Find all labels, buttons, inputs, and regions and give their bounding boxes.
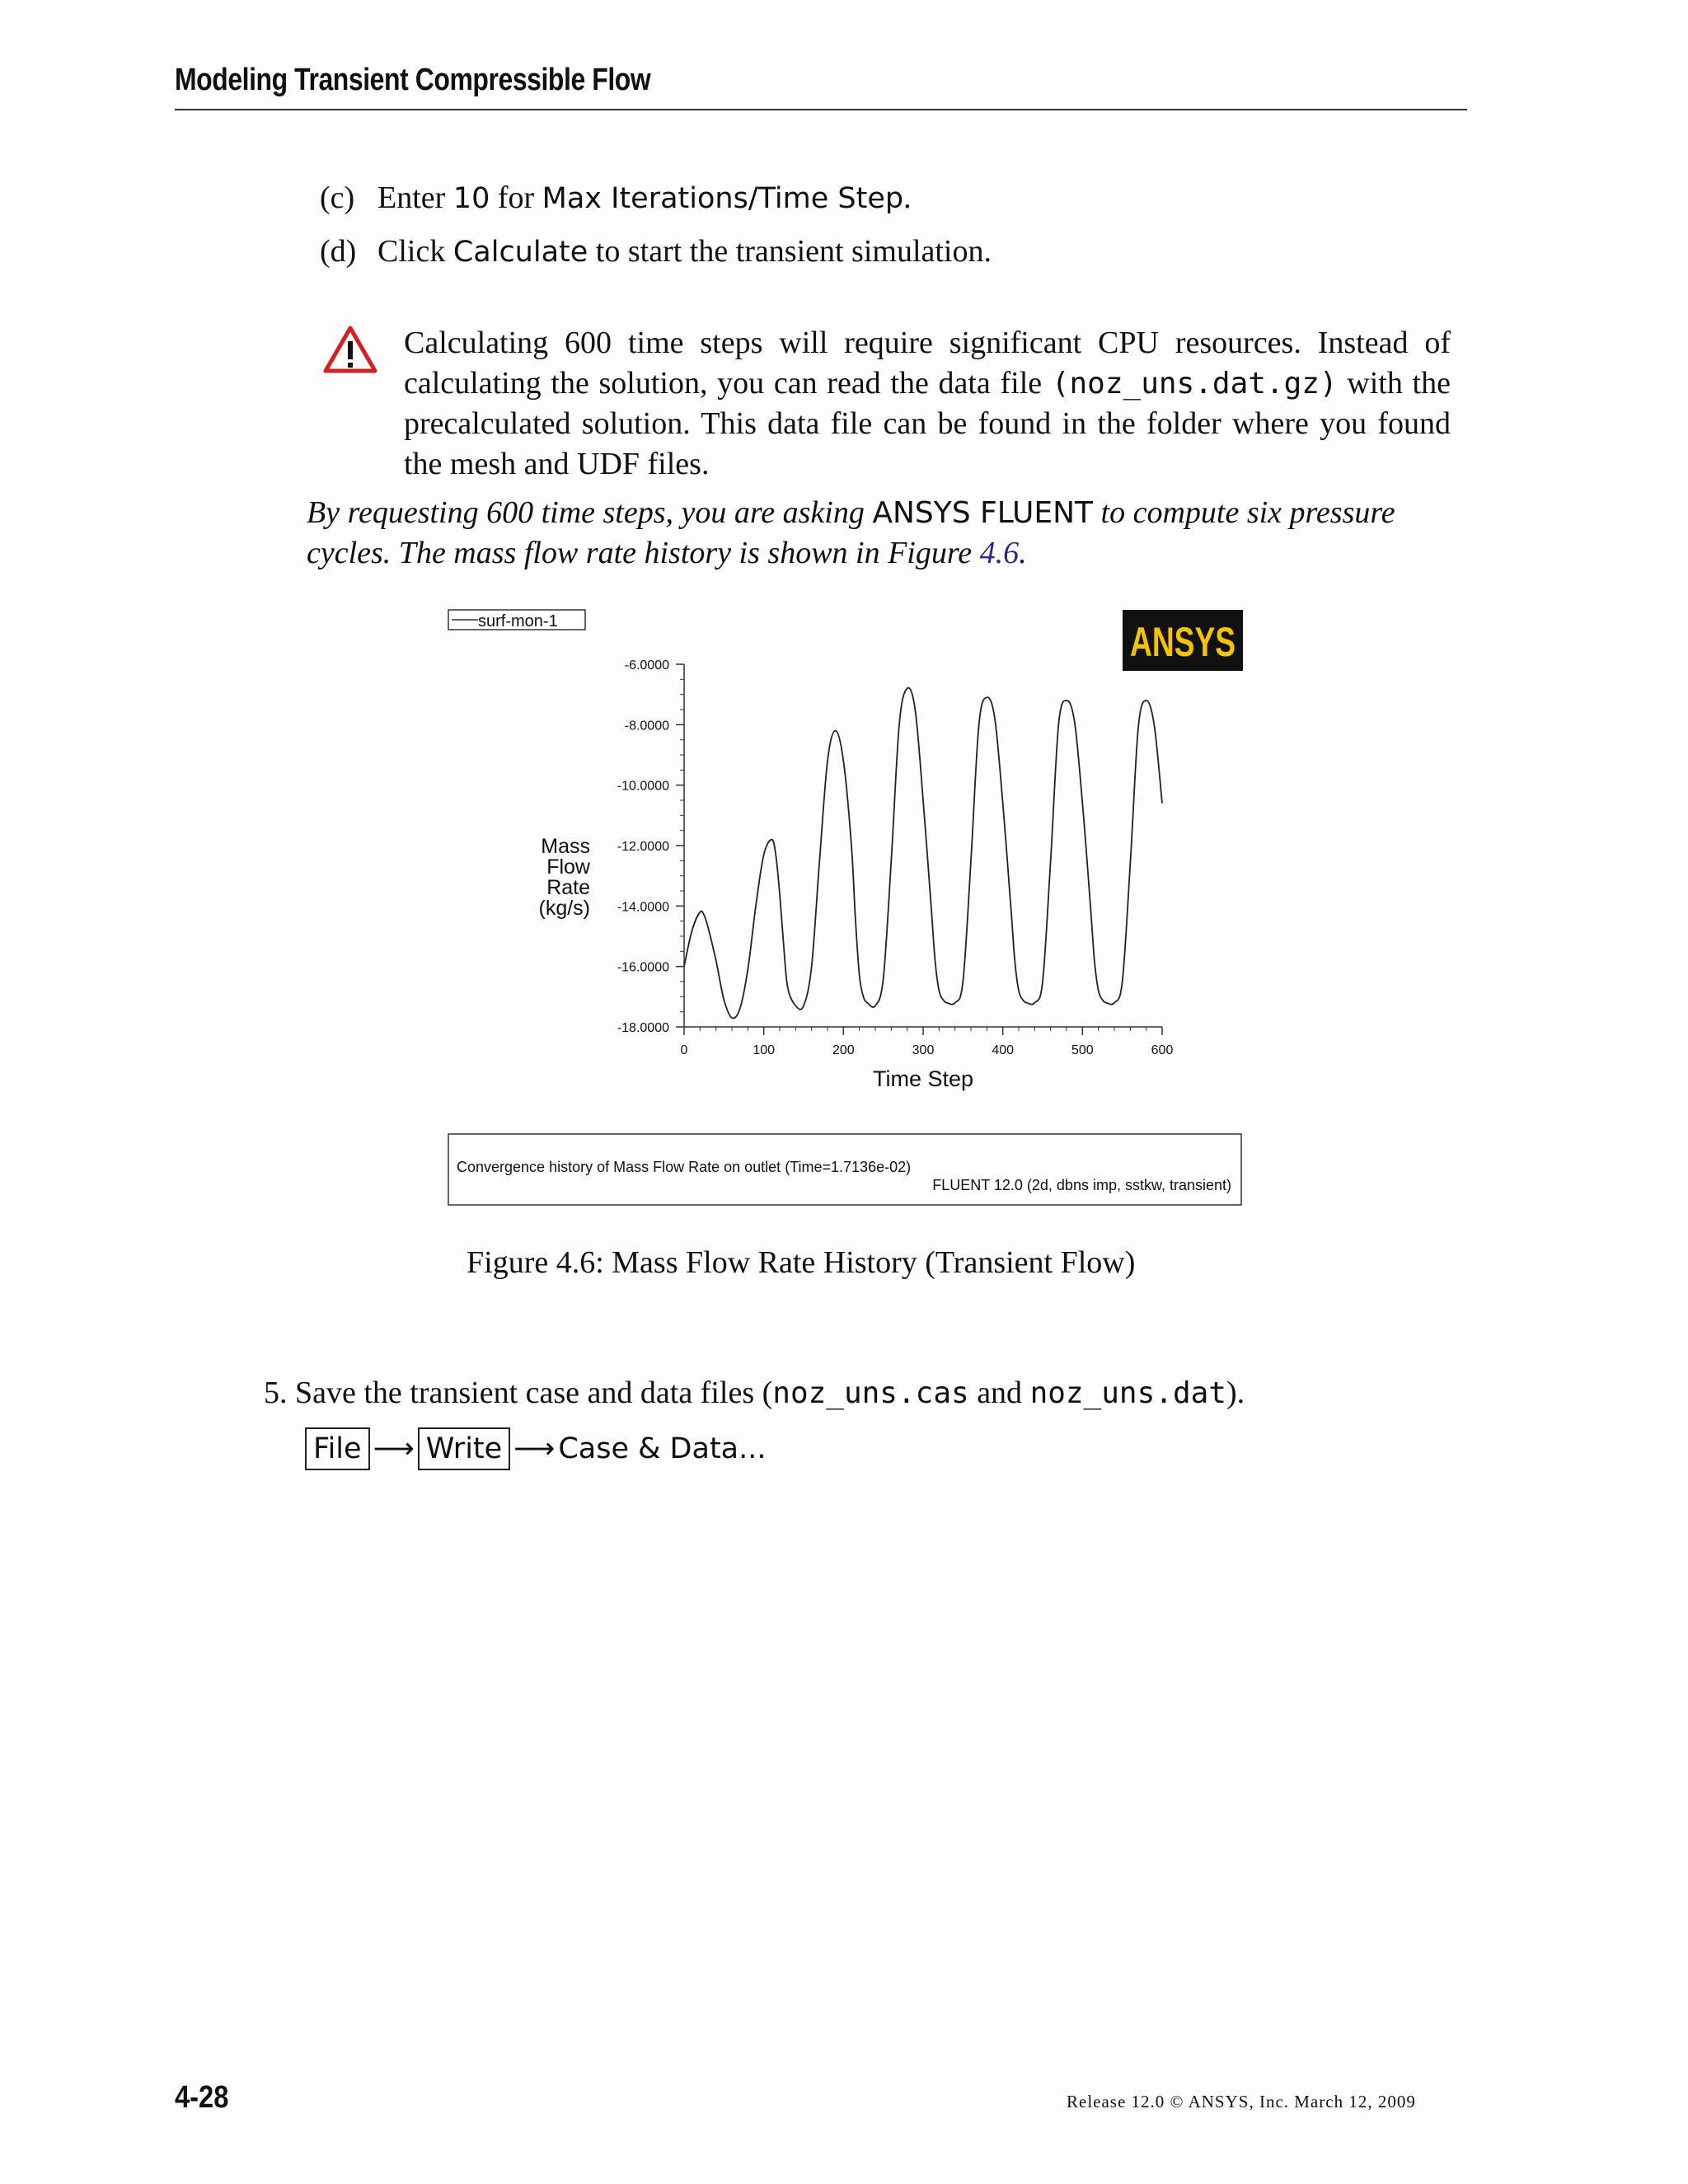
info-box-line-1: Convergence history of Mass Flow Rate on outlet (Time=1.7136e-02) xyxy=(457,1159,912,1175)
warning-text-2: with the precalculated solution. This data file can be found in the folder where you found the mesh and UDF files. xyxy=(404,366,1451,481)
step-c-post: . xyxy=(903,180,912,215)
y-tick-label: -12.0000 xyxy=(617,840,669,854)
y-tick-label: -6.0000 xyxy=(624,658,669,673)
page-number: 4-28 xyxy=(175,2080,229,2115)
logo-text: ANSYS xyxy=(1130,619,1236,665)
y-axis-label-line-3: Rate xyxy=(546,876,590,899)
figure-caption: Figure 4.6: Mass Flow Rate History (Transient Flow) xyxy=(467,1245,1136,1280)
step-c-pre: Enter xyxy=(377,180,453,215)
x-tick-label: 500 xyxy=(1071,1043,1094,1057)
step-5-mid: and xyxy=(968,1376,1030,1410)
step-5 xyxy=(264,1375,1245,1411)
menu-case-and-data[interactable]: Case & Data... xyxy=(558,1432,767,1465)
x-tick-label: 300 xyxy=(912,1043,935,1057)
y-axis-label-line-4: (kg/s) xyxy=(538,897,590,920)
y-axis-label-line-2: Flow xyxy=(546,855,590,879)
legend-label: surf-mon-1 xyxy=(478,612,558,630)
step-d-post: to start the transient simulation. xyxy=(588,234,992,269)
menu-write[interactable]: Write xyxy=(418,1427,510,1470)
release-info: Release 12.0 © ANSYS, Inc. March 12, 2009 xyxy=(1067,2092,1416,2111)
chart-legend xyxy=(448,610,585,630)
step-5-label: 5. xyxy=(264,1376,288,1410)
ansys-logo xyxy=(1123,610,1243,671)
y-axis-label xyxy=(539,835,591,920)
step-5-text-1: Save the transient case and data files ( xyxy=(287,1376,773,1410)
step-c-label: (c) xyxy=(320,180,355,215)
y-axis-ticks xyxy=(617,658,684,1035)
step-5-file-2: noz_uns.dat xyxy=(1029,1376,1226,1410)
note-text-3: . xyxy=(1019,536,1027,570)
step-5-text-2: ). xyxy=(1226,1376,1245,1410)
y-tick-label: -16.0000 xyxy=(617,960,669,975)
warning-file: (noz_uns.dat.gz) xyxy=(1051,367,1338,401)
step-c-mid: for xyxy=(490,180,542,215)
x-tick-label: 600 xyxy=(1151,1043,1174,1057)
menu-arrow-icon: ⟶ xyxy=(513,1432,556,1465)
warning-text-1: Calculating 600 time steps will require significant CPU resources. Instead of calculating the solution, you can read the data file xyxy=(404,326,1451,401)
note-text-1: By requesting 600 time steps, you are asking xyxy=(307,495,873,530)
y-tick-label: -18.0000 xyxy=(617,1021,669,1035)
x-tick-label: 400 xyxy=(992,1043,1015,1057)
info-box-line-2: FLUENT 12.0 (2d, dbns imp, sstkw, transient) xyxy=(932,1177,1231,1193)
step-d-pre: Click xyxy=(377,234,453,269)
x-tick-label: 200 xyxy=(832,1043,855,1057)
x-axis-label: Time Step xyxy=(872,1066,974,1091)
step-c-value: 10 xyxy=(452,182,490,215)
x-axis-ticks xyxy=(681,1027,1174,1057)
y-tick-label: -14.0000 xyxy=(617,900,669,915)
figure-reference-link[interactable]: 4.6 xyxy=(979,536,1020,570)
chart-info-box xyxy=(448,1134,1241,1205)
step-d-label: (d) xyxy=(320,234,357,269)
y-tick-label: -10.0000 xyxy=(617,779,669,794)
note-text-2: to compute six pressure cycles. The mass flow rate history is shown in Figure xyxy=(307,495,1395,570)
step-5-file-1: noz_uns.cas xyxy=(772,1376,969,1410)
menu-arrow-icon: ⟶ xyxy=(373,1432,415,1465)
step-d-button: Calculate xyxy=(452,236,588,269)
x-tick-label: 100 xyxy=(753,1043,776,1057)
series-line-surf-mon-1 xyxy=(684,688,1162,1019)
note-product: ANSYS FLUENT xyxy=(872,496,1094,530)
header-title: Modeling Transient Compressible Flow xyxy=(175,63,651,97)
menu-path xyxy=(305,1427,767,1470)
menu-file[interactable]: File xyxy=(305,1427,370,1470)
step-c-field: Max Iterations/Time Step xyxy=(542,182,904,215)
y-axis-label-line-1: Mass xyxy=(541,835,590,858)
x-tick-label: 0 xyxy=(680,1043,688,1057)
y-tick-label: -8.0000 xyxy=(624,719,669,733)
plot-axes xyxy=(684,664,1162,1027)
